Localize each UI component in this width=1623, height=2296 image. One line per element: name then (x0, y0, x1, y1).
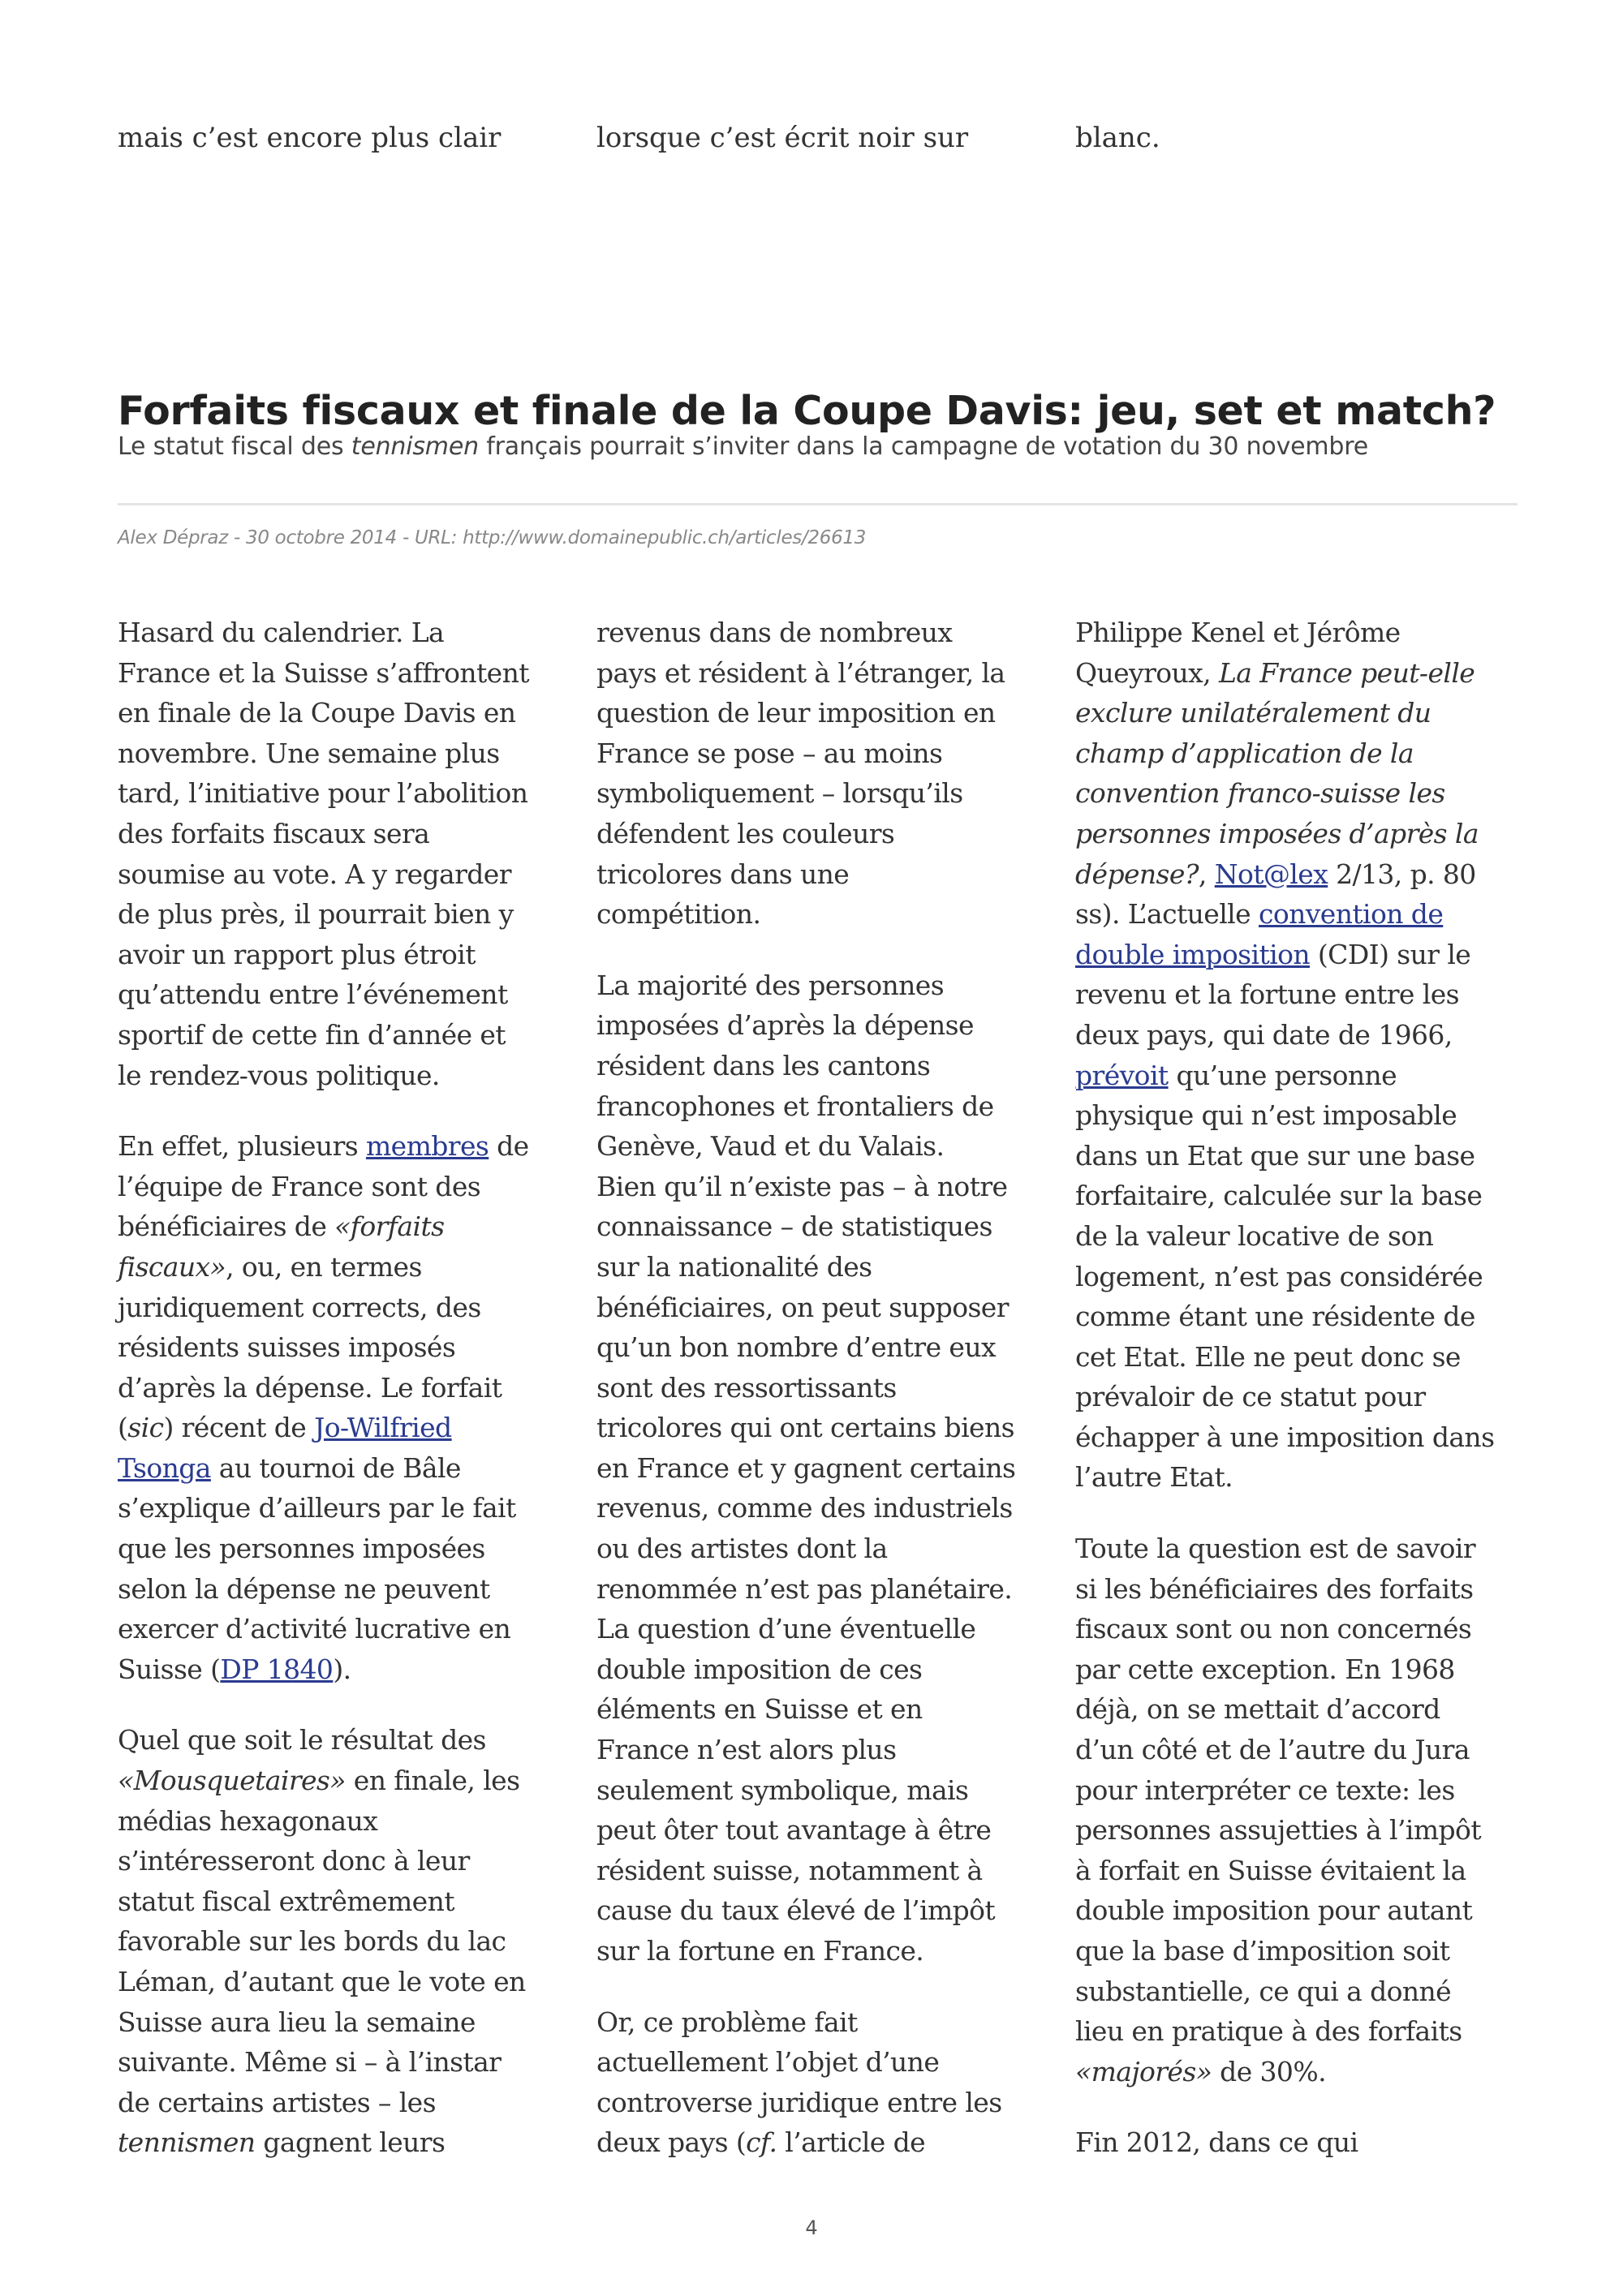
text-line: si les bénéficiaires des forfaits (1075, 1572, 1474, 1605)
text-line: par cette exception. En 1968 (1075, 1653, 1455, 1685)
link-convention-double-imposition[interactable]: double imposition (1075, 938, 1311, 970)
text-line: substantielle, ce qui a donné (1075, 1975, 1452, 2007)
article-title: Forfaits fiscaux et finale de la Coupe Davis: jeu, set et match? (118, 387, 1496, 434)
text-line: convention franco-suisse les (1075, 777, 1445, 810)
text-line: Fin 2012, dans ce qui (1075, 2126, 1358, 2159)
paragraph (596, 2002, 1051, 2163)
text-line: dépense?, Not@lex 2/13, p. 80 (1075, 858, 1476, 890)
text-line: juridiquement corrects, des (118, 1291, 481, 1323)
text-line: logement, n’est pas considérée (1075, 1260, 1483, 1292)
text-line: exercer d’activité lucrative en (118, 1613, 511, 1645)
paragraph (118, 1126, 572, 1689)
text-line: forfaitaire, calculée sur la base (1075, 1180, 1483, 1212)
text-line: avoir un rapport plus étroit (118, 938, 476, 970)
carryover-text-col2: lorsque c’est écrit noir sur (596, 122, 969, 154)
title-divider (118, 503, 1518, 505)
text-line: francophones et frontaliers de (596, 1090, 994, 1122)
text-line: qu’attendu entre l’événement (118, 978, 508, 1011)
link-jo-wilfried-tsonga[interactable]: Tsonga (118, 1451, 211, 1484)
text-line: dans un Etat que sur une base (1075, 1139, 1475, 1172)
text-line: Queyroux, La France peut-elle (1075, 656, 1475, 689)
text-line: compétition. (596, 898, 761, 931)
carryover-text-col1: mais c’est encore plus clair (118, 122, 502, 154)
text-line: double imposition de ces (596, 1653, 923, 1685)
text-line: tard, l’initiative pour l’abolition (118, 777, 528, 810)
link-dp-1840[interactable]: DP 1840 (220, 1653, 334, 1685)
text-line: La majorité des personnes (596, 969, 945, 1001)
text-line: favorable sur les bords du lac (118, 1925, 506, 1958)
text-line: sur la nationalité des (596, 1250, 872, 1283)
text-line: de la valeur locative de son (1075, 1219, 1434, 1252)
text-line: double imposition (CDI) sur le (1075, 938, 1471, 970)
text-line: ss). L’actuelle convention de (1075, 898, 1444, 931)
text-line: résident suisse, notamment à (596, 1854, 983, 1886)
paragraph (1075, 1529, 1530, 2092)
text-column-2 (596, 613, 1051, 2194)
text-line: pour interpréter ce texte: les (1075, 1774, 1455, 1806)
text-line: Philippe Kenel et Jérôme (1075, 617, 1401, 648)
paragraph (596, 965, 1051, 1971)
text-line: médias hexagonaux (118, 1804, 378, 1837)
text-line: tennismen gagnent leurs (118, 2126, 446, 2159)
text-line: résidents suisses imposés (118, 1331, 456, 1364)
text-line: «Mousquetaires» en finale, les (118, 1765, 520, 1797)
text-line: sportif de cette fin d’année et (118, 1018, 506, 1051)
text-line: d’un côté et de l’autre du Jura (1075, 1734, 1470, 1766)
text-line: peut ôter tout avantage à être (596, 1814, 992, 1847)
text-line: soumise au vote. A y regarder (118, 858, 511, 890)
text-line: Suisse aura lieu la semaine (118, 2006, 476, 2038)
link-notalex[interactable]: Not@lex (1214, 858, 1328, 890)
text-line: Toute la question est de savoir (1075, 1533, 1476, 1565)
paragraph (1075, 613, 1530, 1498)
text-line: Suisse (DP 1840). (118, 1653, 351, 1685)
text-line: en France et y gagnent certains (596, 1451, 1016, 1484)
article-subtitle: Le statut fiscal des tennismen français pourrait s’inviter dans la campagne de votation du 30 novembre (118, 432, 1368, 461)
text-line: exclure unilatéralement du (1075, 697, 1431, 729)
text-line: imposées d’après la dépense (596, 1009, 974, 1042)
text-line: personnes assujetties à l’impôt (1075, 1814, 1481, 1847)
text-line: lieu en pratique à des forfaits (1075, 2015, 1462, 2048)
paragraph (1075, 2122, 1530, 2163)
text-line: seulement symbolique, mais (596, 1774, 969, 1806)
text-line: prévaloir de ce statut pour (1075, 1381, 1426, 1413)
text-column-3 (1075, 613, 1530, 2194)
text-line: que les personnes imposées (118, 1533, 485, 1565)
text-line: tricolores dans une (596, 858, 850, 890)
text-line: revenus dans de nombreux (596, 617, 953, 648)
text-line: fiscaux sont ou non concernés (1075, 1613, 1472, 1645)
text-line: de plus près, il pourrait bien y (118, 898, 514, 931)
text-line: Quel que soit le résultat des (118, 1724, 486, 1756)
text-line: bénéficiaires, on peut supposer (596, 1291, 1009, 1323)
text-line: que la base d’imposition soit (1075, 1935, 1450, 1967)
link-membres[interactable]: membres (365, 1130, 489, 1163)
text-line: La question d’une éventuelle (596, 1613, 976, 1645)
text-line: revenus, comme des industriels (596, 1492, 1013, 1524)
text-line: selon la dépense ne peuvent (118, 1572, 490, 1605)
text-line: Or, ce problème fait (596, 2006, 858, 2038)
text-line: s’explique d’ailleurs par le fait (118, 1492, 516, 1524)
text-line: champ d’application de la (1075, 737, 1414, 769)
text-line: pays et résident à l’étranger, la (596, 656, 1005, 689)
text-line: controverse juridique entre les (596, 2086, 1002, 2118)
carryover-text-col3: blanc. (1075, 122, 1160, 154)
text-line: cet Etat. Elle ne peut donc se (1075, 1340, 1461, 1373)
text-line: En effet, plusieurs membres de (118, 1130, 529, 1163)
article-byline: Alex Dépraz - 30 octobre 2014 - URL: http://www.domainepublic.ch/articles/26613 (118, 527, 867, 548)
text-line: deux pays (cf. l’article de (596, 2126, 926, 2159)
text-line: France n’est alors plus (596, 1734, 897, 1766)
text-line: d’après la dépense. Le forfait (118, 1371, 502, 1404)
text-line: éléments en Suisse et en (596, 1693, 923, 1726)
link-jo-wilfried-tsonga[interactable]: Jo-Wilfried (314, 1412, 452, 1444)
text-column-1 (118, 613, 572, 2194)
text-line: Bien qu’il n’existe pas – à notre (596, 1170, 1008, 1202)
text-line: Tsonga au tournoi de Bâle (118, 1451, 461, 1484)
text-line: (sic) récent de Jo-Wilfried (118, 1412, 452, 1444)
text-line: Hasard du calendrier. La (118, 617, 445, 648)
text-line: physique qui n’est imposable (1075, 1099, 1457, 1132)
paragraph (596, 613, 1051, 935)
text-line: comme étant une résidente de (1075, 1301, 1475, 1333)
text-line: prévoit qu’une personne (1075, 1059, 1397, 1091)
text-line: revenu et la fortune entre les (1075, 978, 1459, 1011)
text-line: l’équipe de France sont des (118, 1170, 481, 1202)
text-line: le rendez-vous politique. (118, 1059, 440, 1091)
text-line: personnes imposées d’après la (1075, 817, 1479, 849)
text-line: question de leur imposition en (596, 697, 996, 729)
text-line: qu’un bon nombre d’entre eux (596, 1331, 996, 1364)
text-line: symboliquement – lorsqu’ils (596, 777, 963, 810)
text-line: suivante. Même si – à l’instar (118, 2046, 502, 2079)
text-line: «majorés» de 30%. (1075, 2055, 1326, 2087)
text-line: deux pays, qui date de 1966, (1075, 1018, 1453, 1051)
text-line: ou des artistes dont la (596, 1533, 888, 1565)
paragraph (118, 1720, 572, 2163)
text-line: tricolores qui ont certains biens (596, 1412, 1014, 1444)
text-line: s’intéresseront donc à leur (118, 1845, 470, 1877)
text-line: Genève, Vaud et du Valais. (596, 1130, 945, 1163)
text-line: novembre. Une semaine plus (118, 737, 500, 769)
text-line: déjà, on se mettait d’accord (1075, 1693, 1440, 1726)
text-line: renommée n’est pas planétaire. (596, 1572, 1013, 1605)
text-line: de certains artistes – les (118, 2086, 436, 2118)
text-line: connaissance – de statistiques (596, 1210, 992, 1243)
text-line: bénéficiaires de «forfaits (118, 1210, 445, 1243)
text-line: statut fiscal extrêmement (118, 1885, 454, 1917)
text-line: en finale de la Coupe Davis en (118, 697, 516, 729)
text-line: actuellement l’objet d’une (596, 2046, 940, 2079)
text-line: des forfaits fiscaux sera (118, 817, 430, 849)
text-line: cause du taux élevé de l’impôt (596, 1894, 996, 1927)
text-line: sur la fortune en France. (596, 1935, 924, 1967)
text-line: sont des ressortissants (596, 1371, 897, 1404)
text-line: double imposition pour autant (1075, 1894, 1473, 1927)
text-line: France se pose – au moins (596, 737, 943, 769)
text-line: à forfait en Suisse évitaient la (1075, 1854, 1466, 1886)
link-prevoit[interactable]: prévoit (1075, 1059, 1169, 1091)
paragraph (118, 613, 572, 1095)
text-line: défendent les couleurs (596, 817, 895, 849)
text-line: fiscaux», ou, en termes (118, 1250, 422, 1283)
link-convention-double-imposition[interactable]: convention de (1258, 898, 1444, 931)
text-line: l’autre Etat. (1075, 1461, 1233, 1494)
text-line: résident dans les cantons (596, 1049, 931, 1081)
text-line: échapper à une imposition dans (1075, 1421, 1495, 1453)
page-number: 4 (805, 2216, 818, 2239)
text-line: Léman, d’autant que le vote en (118, 1966, 526, 1997)
text-line: France et la Suisse s’affrontent (118, 656, 529, 689)
